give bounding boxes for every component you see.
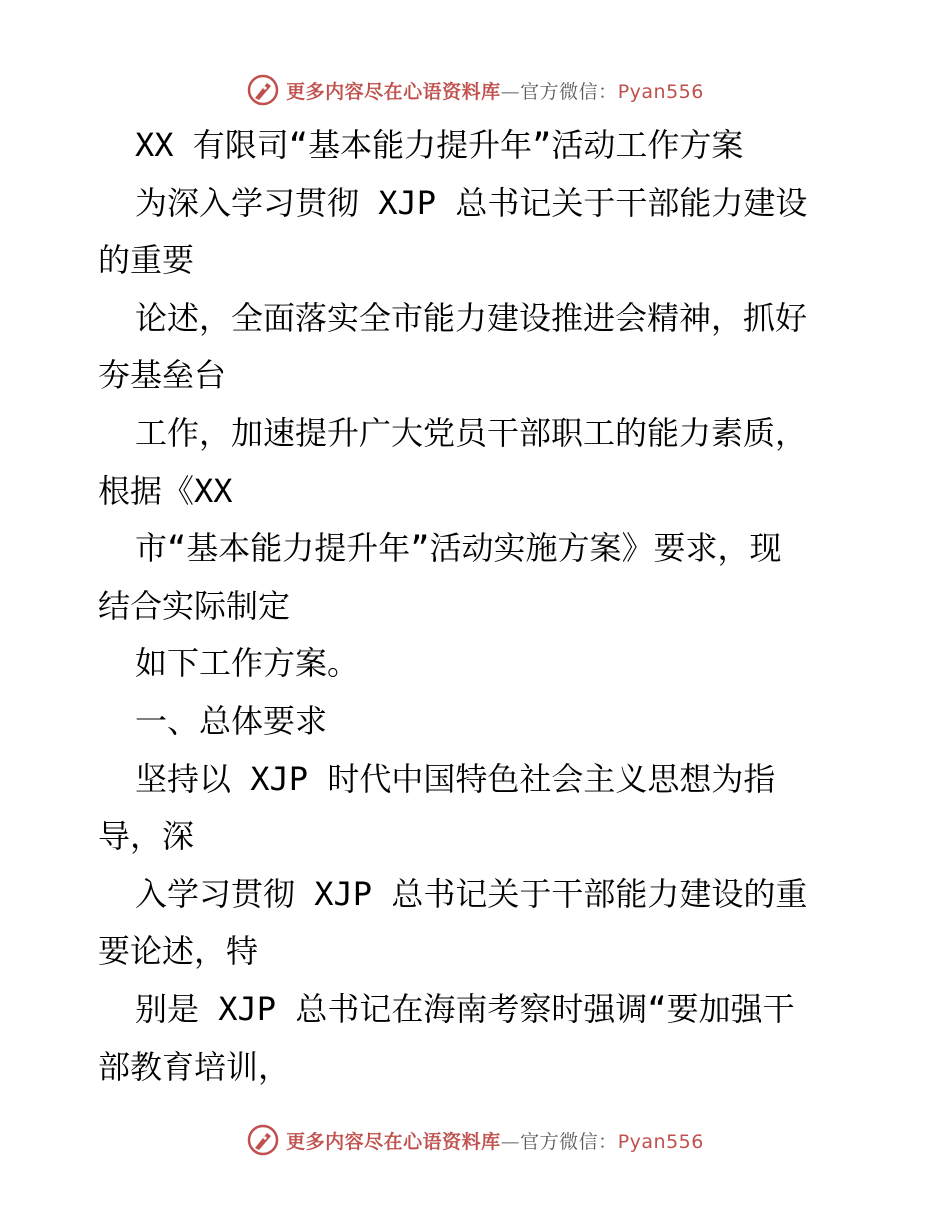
banner-wechat-id: Pyan556: [617, 80, 704, 103]
banner-text: [286, 77, 704, 104]
document-title: XX 有限司“基本能力提升年”活动工作方案: [135, 126, 744, 164]
banner-wechat-label: 官方微信：: [520, 80, 618, 103]
header-banner: [0, 70, 950, 110]
banner-brand: 更多内容尽在心语资料库: [286, 1130, 501, 1153]
document-body: [0, 117, 950, 1096]
paragraph-line: 根据《XX: [98, 471, 233, 510]
paragraph-line: 导，深: [98, 817, 195, 856]
paragraph-line: 市“基本能力提升年”活动实施方案》要求，现: [135, 529, 782, 568]
paragraph-line: 要论述，特: [98, 932, 259, 971]
paragraph-line: 部教育培训，: [98, 1047, 291, 1086]
section-heading: 一、总体要求: [135, 701, 328, 740]
banner-separator: —: [500, 1130, 521, 1153]
paragraph-line: 夯基垒台: [98, 356, 227, 395]
pen-nib-logo-icon: [246, 73, 280, 107]
banner-wechat-label: 官方微信：: [520, 1130, 618, 1153]
pen-nib-logo-icon: [246, 1123, 280, 1157]
paragraph-line: 坚持以 XJP 时代中国特色社会主义思想为指: [135, 759, 776, 798]
paragraph-line: 结合实际制定: [98, 586, 291, 625]
banner-wechat-id: Pyan556: [617, 1130, 704, 1153]
banner-separator: —: [500, 80, 521, 103]
paragraph-line: 工作，加速提升广大党员干部职工的能力素质，: [135, 413, 808, 452]
paragraph-line: 论述，全面落实全市能力建设推进会精神，抓好: [135, 298, 808, 337]
paragraph-line: 的重要: [98, 241, 195, 280]
paragraph-line: 为深入学习贯彻 XJP 总书记关于干部能力建设: [135, 183, 808, 222]
paragraph-line: 别是 XJP 总书记在海南考察时强调“要加强干: [135, 989, 795, 1028]
paragraph-line: 入学习贯彻 XJP 总书记关于干部能力建设的重: [135, 874, 808, 913]
paragraph-line: 如下工作方案。: [135, 644, 360, 683]
banner-text: [286, 1127, 704, 1154]
footer-banner: [0, 1120, 950, 1160]
banner-brand: 更多内容尽在心语资料库: [286, 80, 501, 103]
